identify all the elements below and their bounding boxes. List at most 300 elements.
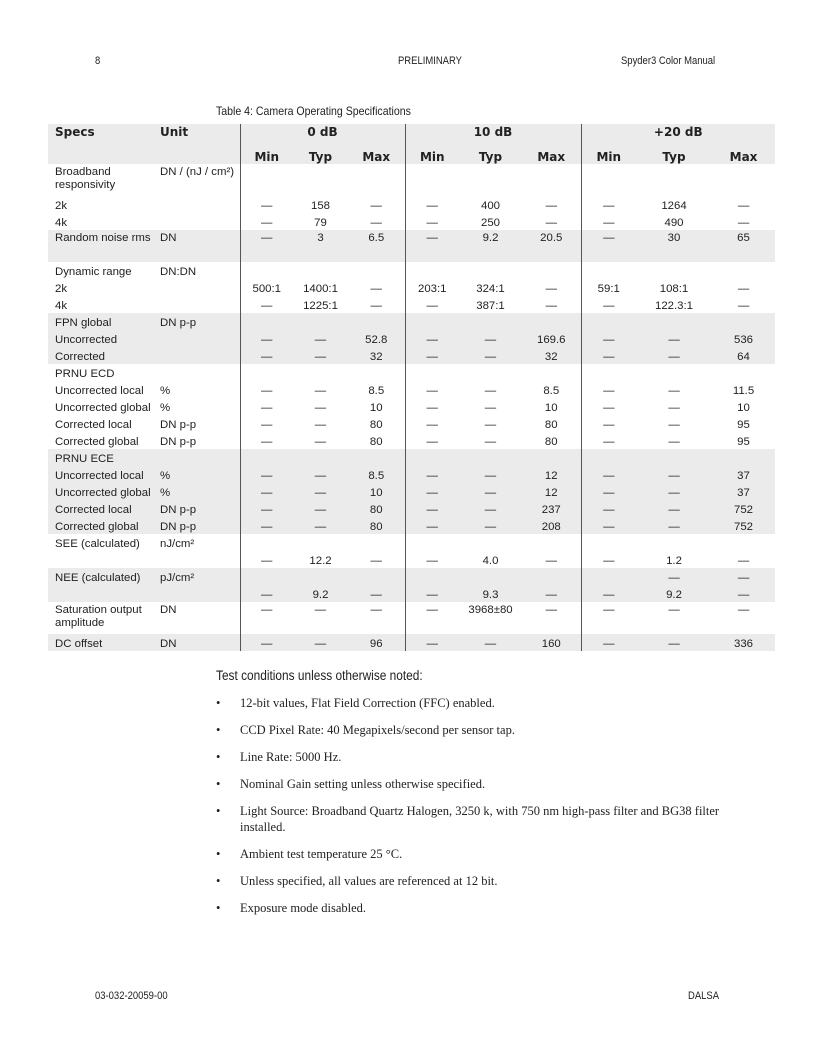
subheader-max: Max	[348, 146, 405, 164]
value-cell: 490	[664, 217, 684, 229]
value-cell	[459, 568, 522, 585]
value-cell: —	[293, 347, 348, 364]
value-cell	[712, 313, 775, 330]
unit-cell: DN p-p	[160, 419, 197, 431]
value-cell: —	[314, 402, 327, 414]
value-cell	[348, 164, 405, 196]
unit-cell	[160, 296, 240, 313]
value-cell: —	[293, 483, 348, 500]
value-cell: —	[545, 555, 557, 567]
spec-cell: Corrected local	[48, 500, 160, 517]
value-cell	[636, 534, 712, 551]
value-cell: —	[636, 517, 712, 534]
spec-table	[48, 124, 775, 651]
value-cell: —	[405, 213, 459, 230]
list-item-text: Line Rate: 5000 Hz.	[240, 750, 342, 764]
value-cell: —	[737, 283, 750, 295]
table-row	[48, 500, 775, 517]
list-item-text: 12-bit values, Flat Field Correction (FFC) enabled.	[240, 696, 495, 710]
value-cell: 9.2	[459, 230, 522, 262]
value-cell: 4.0	[482, 555, 499, 567]
unit-cell: DN	[160, 634, 240, 651]
value-cell: —	[581, 483, 636, 500]
value-cell: 96	[348, 634, 405, 651]
value-cell: —	[405, 585, 459, 602]
value-cell: —	[405, 398, 459, 415]
table-row	[48, 483, 775, 500]
column-header-unit: Unit	[160, 124, 240, 146]
value-cell: 3968±80	[468, 604, 513, 616]
subheader-min: Min	[240, 146, 293, 164]
value-cell: —	[240, 585, 293, 602]
value-cell	[240, 568, 293, 585]
value-cell: —	[405, 634, 459, 651]
value-cell: —	[581, 466, 636, 483]
value-cell: 10	[348, 483, 405, 500]
unit-cell	[160, 196, 240, 213]
table-row	[48, 164, 775, 196]
value-cell: —	[522, 585, 581, 602]
value-cell	[240, 534, 293, 551]
table-row	[48, 330, 775, 347]
value-cell: 536	[712, 330, 775, 347]
value-cell	[581, 313, 636, 330]
table-row	[48, 381, 775, 398]
group-header-20db: +20 dB	[581, 124, 775, 146]
value-cell	[581, 534, 636, 551]
value-cell: —	[405, 196, 459, 213]
value-cell	[293, 313, 348, 330]
unit-cell: nJ/cm²	[160, 538, 195, 550]
value-cell: 160	[522, 634, 581, 651]
value-cell: —	[405, 602, 459, 634]
value-cell: —	[459, 483, 522, 500]
value-cell: 20.5	[522, 230, 581, 262]
table-header-row	[48, 124, 775, 146]
subheader-max: Max	[522, 146, 581, 164]
list-item-text: Nominal Gain setting unless otherwise specified.	[240, 777, 486, 791]
value-cell: —	[484, 385, 497, 397]
value-cell: —	[636, 483, 712, 500]
table-row	[48, 213, 775, 230]
group-header-0db: 0 dB	[240, 124, 405, 146]
value-cell	[459, 364, 522, 381]
value-cell	[293, 568, 348, 585]
table-row	[48, 230, 775, 262]
value-cell	[636, 364, 712, 381]
value-cell: —	[240, 432, 293, 449]
value-cell	[636, 449, 712, 466]
value-cell: 9.2	[293, 585, 348, 602]
value-cell	[581, 262, 636, 279]
value-cell	[348, 449, 405, 466]
value-cell: 250	[480, 217, 500, 229]
value-cell: —	[581, 415, 636, 432]
value-cell: —	[293, 500, 348, 517]
value-cell: —	[240, 381, 293, 398]
list-item	[216, 749, 736, 765]
group-header-10db: 10 dB	[405, 124, 581, 146]
unit-cell: DN p-p	[160, 313, 240, 330]
unit-cell: %	[160, 402, 171, 414]
value-cell: 8.5	[348, 466, 405, 483]
value-cell: —	[405, 517, 459, 534]
table-row	[48, 517, 775, 534]
value-cell: —	[240, 551, 293, 568]
value-cell: —	[737, 300, 750, 312]
value-cell	[405, 262, 459, 279]
table-row	[48, 415, 775, 432]
value-cell: 500:1	[240, 279, 293, 296]
spec-cell: FPN global	[48, 313, 160, 330]
value-cell: —	[240, 196, 293, 213]
subheader-min: Min	[405, 146, 459, 164]
value-cell: —	[240, 602, 293, 634]
bullet-icon: •	[216, 804, 221, 818]
value-cell: —	[240, 483, 293, 500]
value-cell: —	[712, 568, 775, 585]
value-cell	[459, 313, 522, 330]
column-header-specs: Specs	[48, 124, 160, 146]
value-cell: —	[636, 568, 712, 585]
value-cell	[293, 449, 348, 466]
value-cell: —	[240, 398, 293, 415]
value-cell: —	[712, 585, 775, 602]
list-item	[216, 695, 736, 711]
value-cell	[522, 568, 581, 585]
table-row	[48, 296, 775, 313]
value-cell: 10	[737, 402, 750, 414]
value-cell	[293, 164, 348, 196]
list-item-text: Light Source: Broadband Quartz Halogen, 3250 k, with 750 nm high-pass filter and BG38 filter installed.	[240, 804, 720, 834]
value-cell	[522, 164, 581, 196]
subheader-typ: Typ	[293, 146, 348, 164]
value-cell: 752	[712, 500, 775, 517]
value-cell: 12	[522, 466, 581, 483]
value-cell: 80	[544, 419, 558, 431]
spec-table-body	[48, 164, 775, 651]
value-cell	[522, 313, 581, 330]
table-row	[48, 602, 775, 634]
value-cell: —	[240, 213, 293, 230]
value-cell: —	[370, 555, 382, 567]
spec-cell: 2k	[55, 200, 68, 212]
subheader-typ: Typ	[459, 146, 522, 164]
value-cell	[405, 313, 459, 330]
value-cell: 37	[712, 483, 775, 500]
test-conditions-list	[216, 695, 736, 916]
value-cell: 37	[712, 466, 775, 483]
table-row	[48, 568, 775, 585]
value-cell: 1264	[661, 200, 687, 212]
unit-cell: %	[160, 483, 240, 500]
value-cell	[293, 534, 348, 551]
value-cell: 208	[522, 517, 581, 534]
spec-cell	[48, 551, 160, 568]
table-row	[48, 364, 775, 381]
value-cell: —	[459, 466, 522, 483]
spec-cell: PRNU ECD	[55, 368, 115, 380]
list-item-text: Ambient test temperature 25 °C.	[240, 847, 403, 861]
value-cell	[240, 262, 293, 279]
value-cell: 9.2	[636, 585, 712, 602]
value-cell: 1.2	[666, 555, 682, 567]
spec-table-container	[48, 124, 775, 651]
unit-cell	[160, 330, 240, 347]
value-cell: —	[240, 500, 293, 517]
unit-cell	[160, 364, 240, 381]
value-cell: —	[737, 604, 750, 616]
unit-cell: %	[160, 385, 171, 397]
value-cell: —	[668, 385, 680, 397]
subheader-min: Min	[581, 146, 636, 164]
value-cell: —	[581, 500, 636, 517]
value-cell: —	[405, 330, 459, 347]
table-row	[48, 313, 775, 330]
unit-cell: DN p-p	[160, 436, 197, 448]
value-cell	[293, 364, 348, 381]
value-cell: —	[581, 330, 636, 347]
value-cell	[405, 449, 459, 466]
page-number: 8	[95, 55, 101, 67]
spec-cell: SEE (calculated)	[55, 538, 140, 550]
value-cell: 11.5	[732, 385, 755, 397]
value-cell: 12.2	[309, 555, 332, 567]
value-cell: —	[240, 517, 293, 534]
value-cell	[522, 262, 581, 279]
value-cell: —	[545, 200, 557, 212]
value-cell	[522, 534, 581, 551]
value-cell: —	[484, 419, 497, 431]
spec-cell: 2k	[55, 283, 68, 295]
value-cell: —	[545, 300, 557, 312]
spec-cell: Corrected global	[55, 436, 139, 448]
table-row	[48, 262, 775, 279]
value-cell	[240, 449, 293, 466]
spec-cell: Uncorrected global	[55, 402, 151, 414]
table-row	[48, 432, 775, 449]
value-cell	[636, 313, 712, 330]
value-cell: 169.6	[522, 330, 581, 347]
subheader-typ: Typ	[636, 146, 712, 164]
value-cell: —	[405, 432, 459, 449]
unit-cell: DN	[160, 230, 240, 262]
list-item	[216, 803, 736, 835]
value-cell: —	[581, 585, 636, 602]
value-cell: —	[545, 217, 557, 229]
value-cell: —	[581, 230, 636, 262]
value-cell: —	[405, 500, 459, 517]
table-caption: Table 4: Camera Operating Specifications	[216, 104, 411, 118]
value-cell: 9.3	[459, 585, 522, 602]
value-cell: 203:1	[405, 279, 459, 296]
spec-cell: Dynamic range	[55, 266, 132, 278]
spec-cell: Uncorrected	[48, 330, 160, 347]
list-item-text: Exposure mode disabled.	[240, 901, 367, 915]
value-cell: 80	[369, 419, 383, 431]
value-cell: 400	[480, 200, 500, 212]
value-cell	[712, 449, 775, 466]
value-cell: —	[240, 634, 293, 651]
value-cell: —	[581, 196, 636, 213]
bullet-icon: •	[216, 874, 221, 888]
value-cell: —	[348, 585, 405, 602]
value-cell: 3	[293, 230, 348, 262]
value-cell	[581, 449, 636, 466]
value-cell: —	[484, 402, 497, 414]
value-cell: 59:1	[581, 279, 636, 296]
value-cell: 80	[369, 436, 383, 448]
value-cell: —	[581, 634, 636, 651]
value-cell	[348, 313, 405, 330]
value-cell: —	[240, 230, 293, 262]
value-cell: 95	[737, 419, 750, 431]
table-row	[48, 347, 775, 364]
value-cell: —	[737, 217, 750, 229]
value-cell	[581, 364, 636, 381]
value-cell	[459, 534, 522, 551]
document-number: 03-032-20059-00	[95, 990, 168, 1002]
value-cell: —	[545, 604, 557, 616]
value-cell: —	[459, 330, 522, 347]
subheader-blank	[48, 146, 160, 164]
value-cell: —	[636, 634, 712, 651]
value-cell: —	[668, 436, 680, 448]
value-cell: 32	[522, 347, 581, 364]
value-cell: —	[581, 381, 636, 398]
spec-cell: Uncorrected local	[55, 385, 144, 397]
value-cell	[459, 262, 522, 279]
value-cell: —	[314, 419, 327, 431]
spec-cell: 4k	[55, 217, 68, 229]
spec-cell: Corrected	[48, 347, 160, 364]
list-item	[216, 873, 736, 889]
value-cell: —	[581, 398, 636, 415]
value-cell	[405, 164, 459, 196]
value-cell: —	[405, 230, 459, 262]
value-cell: 80	[544, 436, 558, 448]
table-row	[48, 466, 775, 483]
value-cell: 8.5	[368, 385, 385, 397]
value-cell: —	[581, 602, 636, 634]
value-cell: —	[370, 217, 382, 229]
spec-cell	[48, 585, 160, 602]
value-cell	[581, 568, 636, 585]
value-cell	[240, 164, 293, 196]
value-cell: —	[314, 604, 327, 616]
value-cell: 387:1	[476, 300, 505, 312]
value-cell: —	[459, 634, 522, 651]
value-cell: —	[293, 634, 348, 651]
value-cell: 336	[712, 634, 775, 651]
value-cell: —	[636, 466, 712, 483]
value-cell	[581, 164, 636, 196]
value-cell: —	[459, 347, 522, 364]
list-item	[216, 722, 736, 738]
value-cell: 12	[522, 483, 581, 500]
table-row	[48, 585, 775, 602]
table-row	[48, 398, 775, 415]
spec-cell: NEE (calculated)	[48, 568, 160, 585]
spec-cell: Random noise rms	[48, 230, 160, 262]
unit-cell	[160, 585, 240, 602]
value-cell: —	[405, 415, 459, 432]
value-cell: —	[240, 296, 293, 313]
value-cell: 10	[544, 402, 558, 414]
value-cell	[712, 534, 775, 551]
value-cell: —	[737, 555, 750, 567]
value-cell: 8.5	[543, 385, 560, 397]
table-row	[48, 634, 775, 651]
value-cell: 95	[737, 436, 750, 448]
value-cell: 122.3:1	[655, 300, 694, 312]
list-item	[216, 776, 736, 792]
value-cell: 6.5	[348, 230, 405, 262]
bullet-icon: •	[216, 777, 221, 791]
value-cell: —	[240, 466, 293, 483]
list-item-text: Unless specified, all values are referenced at 12 bit.	[240, 874, 498, 888]
value-cell: —	[293, 466, 348, 483]
value-cell: 1225:1	[303, 300, 338, 312]
value-cell: 324:1	[476, 283, 505, 295]
table-row	[48, 449, 775, 466]
value-cell: —	[370, 300, 382, 312]
value-cell: 30	[636, 230, 712, 262]
value-cell	[636, 262, 712, 279]
value-cell	[636, 164, 712, 196]
value-cell: —	[240, 347, 293, 364]
value-cell: —	[581, 517, 636, 534]
value-cell: —	[293, 517, 348, 534]
value-cell: —	[405, 296, 459, 313]
unit-cell: pJ/cm²	[160, 568, 240, 585]
value-cell	[459, 449, 522, 466]
list-item	[216, 900, 736, 916]
value-cell: 108:1	[659, 283, 689, 295]
value-cell: —	[240, 415, 293, 432]
bullet-icon: •	[216, 847, 221, 861]
value-cell: 80	[348, 517, 405, 534]
unit-cell	[160, 279, 240, 296]
table-row	[48, 196, 775, 213]
value-cell	[405, 364, 459, 381]
value-cell: 10	[369, 402, 383, 414]
value-cell	[712, 164, 775, 196]
value-cell	[348, 262, 405, 279]
test-conditions-title: Test conditions unless otherwise noted:	[216, 668, 423, 683]
company-name: DALSA	[688, 990, 720, 1002]
value-cell: —	[240, 330, 293, 347]
list-item-text: CCD Pixel Rate: 40 Megapixels/second per sensor tap.	[240, 723, 515, 737]
spec-cell: DC offset	[48, 634, 160, 651]
value-cell: —	[405, 381, 459, 398]
subheader-max: Max	[712, 146, 775, 164]
spec-cell: PRNU ECE	[48, 449, 160, 466]
value-cell	[522, 364, 581, 381]
value-cell	[348, 534, 405, 551]
value-cell: —	[636, 500, 712, 517]
value-cell	[712, 364, 775, 381]
spec-cell: Saturation output amplitude	[55, 604, 142, 629]
table-row	[48, 534, 775, 551]
spec-cell: Corrected global	[48, 517, 160, 534]
value-cell	[459, 164, 522, 196]
value-cell	[348, 364, 405, 381]
unit-cell	[160, 213, 240, 230]
value-cell: —	[405, 347, 459, 364]
value-cell	[712, 262, 775, 279]
value-cell	[240, 313, 293, 330]
